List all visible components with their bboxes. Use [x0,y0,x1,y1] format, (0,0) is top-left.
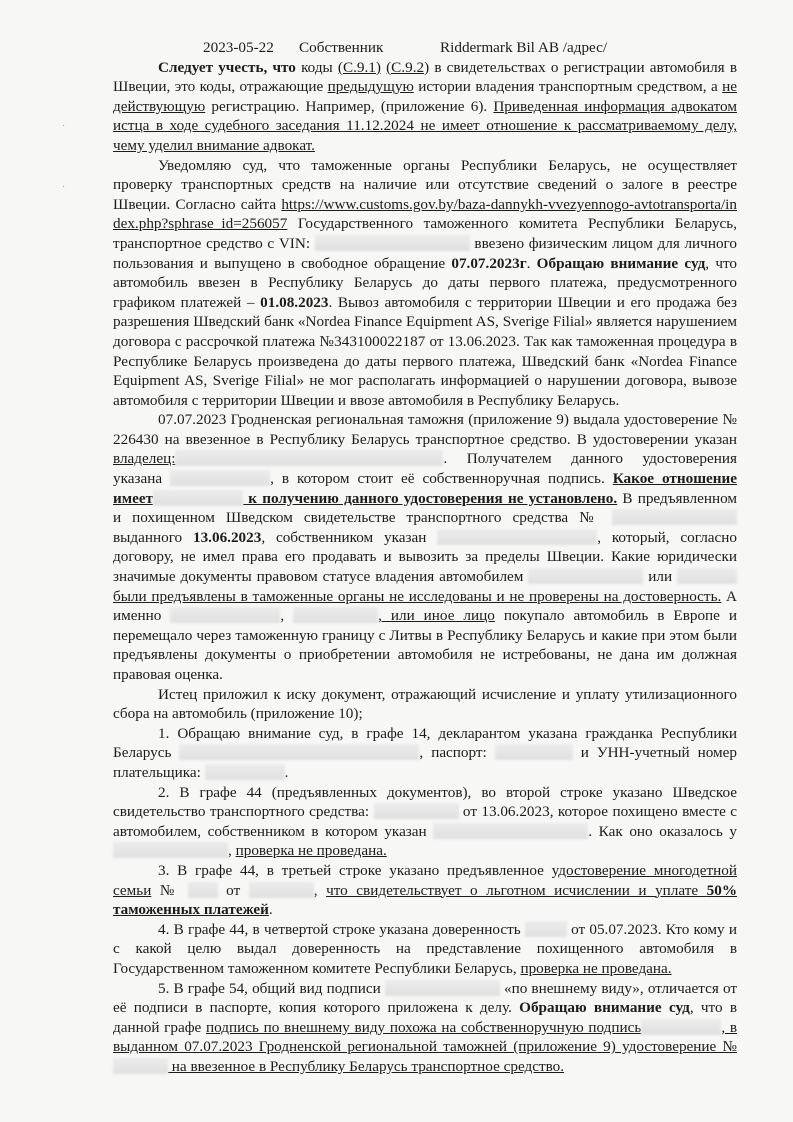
paragraph-3: 07.07.2023 Гродненская региональная таможня (приложение 9) выдала удостоверение № 226430 на ввезенное в Республику Беларусь транспортное средство. В удостоверении указан владелец: . Получателем данного удостоверения указана , в котором стоит её собственноручная подпись. Какое отношение имеет к получению данного удостоверения не установлено. В предъявленном и похищенном Шведском свидетельстве транспортного средства № выданного 13.06.2023, собственником указан , который, согласно договору, не имел права его продавать и вывозить за пределы Швеции. Какие юридически значимые документы правовом статусе владения автомобилем или были предъявлены в таможенные органы не исследованы и не проверены на достоверность. А именно , , или иное лицо покупало автомобиль в Европе и перемещало через таможенную границу с Литвы в Республику Беларусь и какие при этом были предъявлены документы о приобретении автомобиля не истребованы, не дана им должная правовая оценка. [113,411,738,683]
customs-link[interactable]: https://www.customs.gov.by/baza-dannykh-vvezyennogo-avtotransporta/index.php?sphrase_id=256057 [113,195,737,233]
redacted-name [528,568,643,584]
redacted-vin [315,235,470,251]
paragraph-1: Следует учесть, что коды (C.9.1) (C.9.2) в свидетельствах о регистрации автомобиля в Швеции, это коды, отражающие предыдущую истории владения транспортным средством, а не действующую регистрацию. Например, (приложение 6). Приведенная информация адвокатом истца в ходе судебного заседания 11.12.2024 не имеет отношение к рассматриваемому делу, чему уделил внимание адвокат. [113,58,738,154]
redacted-owner-name [437,529,597,545]
redacted-passport [495,744,573,760]
redacted-owner-name [433,823,588,839]
redacted-recipient [170,470,270,486]
redacted-name [153,490,243,506]
paragraph-2: Уведомляю суд, что таможенные органы Республики Беларусь, не осуществляет проверку транспортных средств на наличие или отсутствие сведений о залоге в реестре Швеции. Согласно сайта https://www.customs.gov.by/baza-dannykh-vvezyennogo-avtotransporta/index.php?sphrase_id=256057 Государственного таможенного комитета Республики Беларусь, транспортное средство с VIN: ввезено физическим лицом для личного пользования и выпущено в свободное обращение 07.07.2023г. Обращаю внимание суд, что автомобиль ввезен в Республику Беларусь до даты первого платежа, предусмотренного графиком платежей – 01.08.2023. Вывоз автомобиля с территории Швеции и его продажа без разрешения Шведский банк «Nordea Finance Equipment AS, Sverige Filial» является нарушением договора с рассрочкой платежа №343100022187 от 13.06.2023. Так как таможенная процедура в Республике Беларусь произведена до даты первого платежа, Шведский банк «Nordea Finance Equipment AS, Sverige Filial» не мог располагать информацией о нарушении договора, вывозе автомобиля с территории Швеции и ввозе автомобиля в Республику Беларусь. [113,156,738,409]
redacted-family-cert-number [188,882,218,898]
redacted-owner [175,450,443,466]
margin-mark: · [62,181,66,192]
redacted-certificate-number [113,1058,168,1074]
list-item-2: 2. В графе 44 (предъявленных документов), во второй строке указано Шведское свидетельство транспортного средства: от 13.06.2023, которое похищено вместе с автомобилем, собственником в котором указан . Как оно оказалось у , проверка не проведана. [113,783,737,860]
redacted-certificate-number [612,509,737,525]
redacted-certificate [374,803,459,819]
margin-mark: · [62,120,66,131]
list-item-3: 3. В графе 44, в третьей строке указано предъявленное удостоверение многодетной семьи № от , что свидетельствует о льготном исчислении и уплате 50% таможенных платежей. [113,861,738,919]
code-c92: (C.9.2) [386,58,430,76]
redacted-unn [205,764,285,780]
document-body [113,38,737,1076]
redacted-poa-number [525,921,567,937]
redacted-name [170,607,280,623]
redacted-date [249,882,314,898]
redacted-name [677,568,737,584]
redacted-declarant [179,744,419,760]
header-label: Собственник [299,39,384,56]
redacted-name [385,980,500,996]
lead-text: Следует учесть, что [158,58,296,76]
redacted-name [641,1019,721,1035]
paragraph-4: Истец приложил к иску документ, отражающий исчисление и уплату утилизационного сбора на автомобиль (приложение 10); [113,685,737,723]
header-value: Riddermark Bil AB /адрес/ [440,39,608,56]
code-c91: (C.9.1) [337,58,381,76]
redacted-name [113,842,228,858]
list-item-1: 1. Обращаю внимание суд, в графе 14, декларантом указана гражданка Республики Беларусь , паспорт: и УНН-учетный номер плательщика: . [113,724,737,781]
list-item-5: 5. В графе 54, общий вид подписи «по внешнему виду», отличается от её подписи в паспорте, копия которого приложена к делу. Обращаю внимание суд, что в данной графе подпись по внешнему виду похожа на собственноручную подпись , в выданном 07.07.2023 Гродненской региональной таможней (приложение 9) удостоверение № на ввезенное в Республику Беларусь транспортное средство. [113,979,738,1075]
header-date: 2023-05-22 [203,39,274,56]
header-line [113,38,737,58]
list-item-4: 4. В графе 44, в четвертой строке указана доверенность от 05.07.2023. Кто кому и с какой целю выдал доверенность на представление похищенного автомобиля в Государственном таможенном комитете Республики Беларусь, проверка не проведана. [113,920,737,977]
redacted-name [293,607,378,623]
